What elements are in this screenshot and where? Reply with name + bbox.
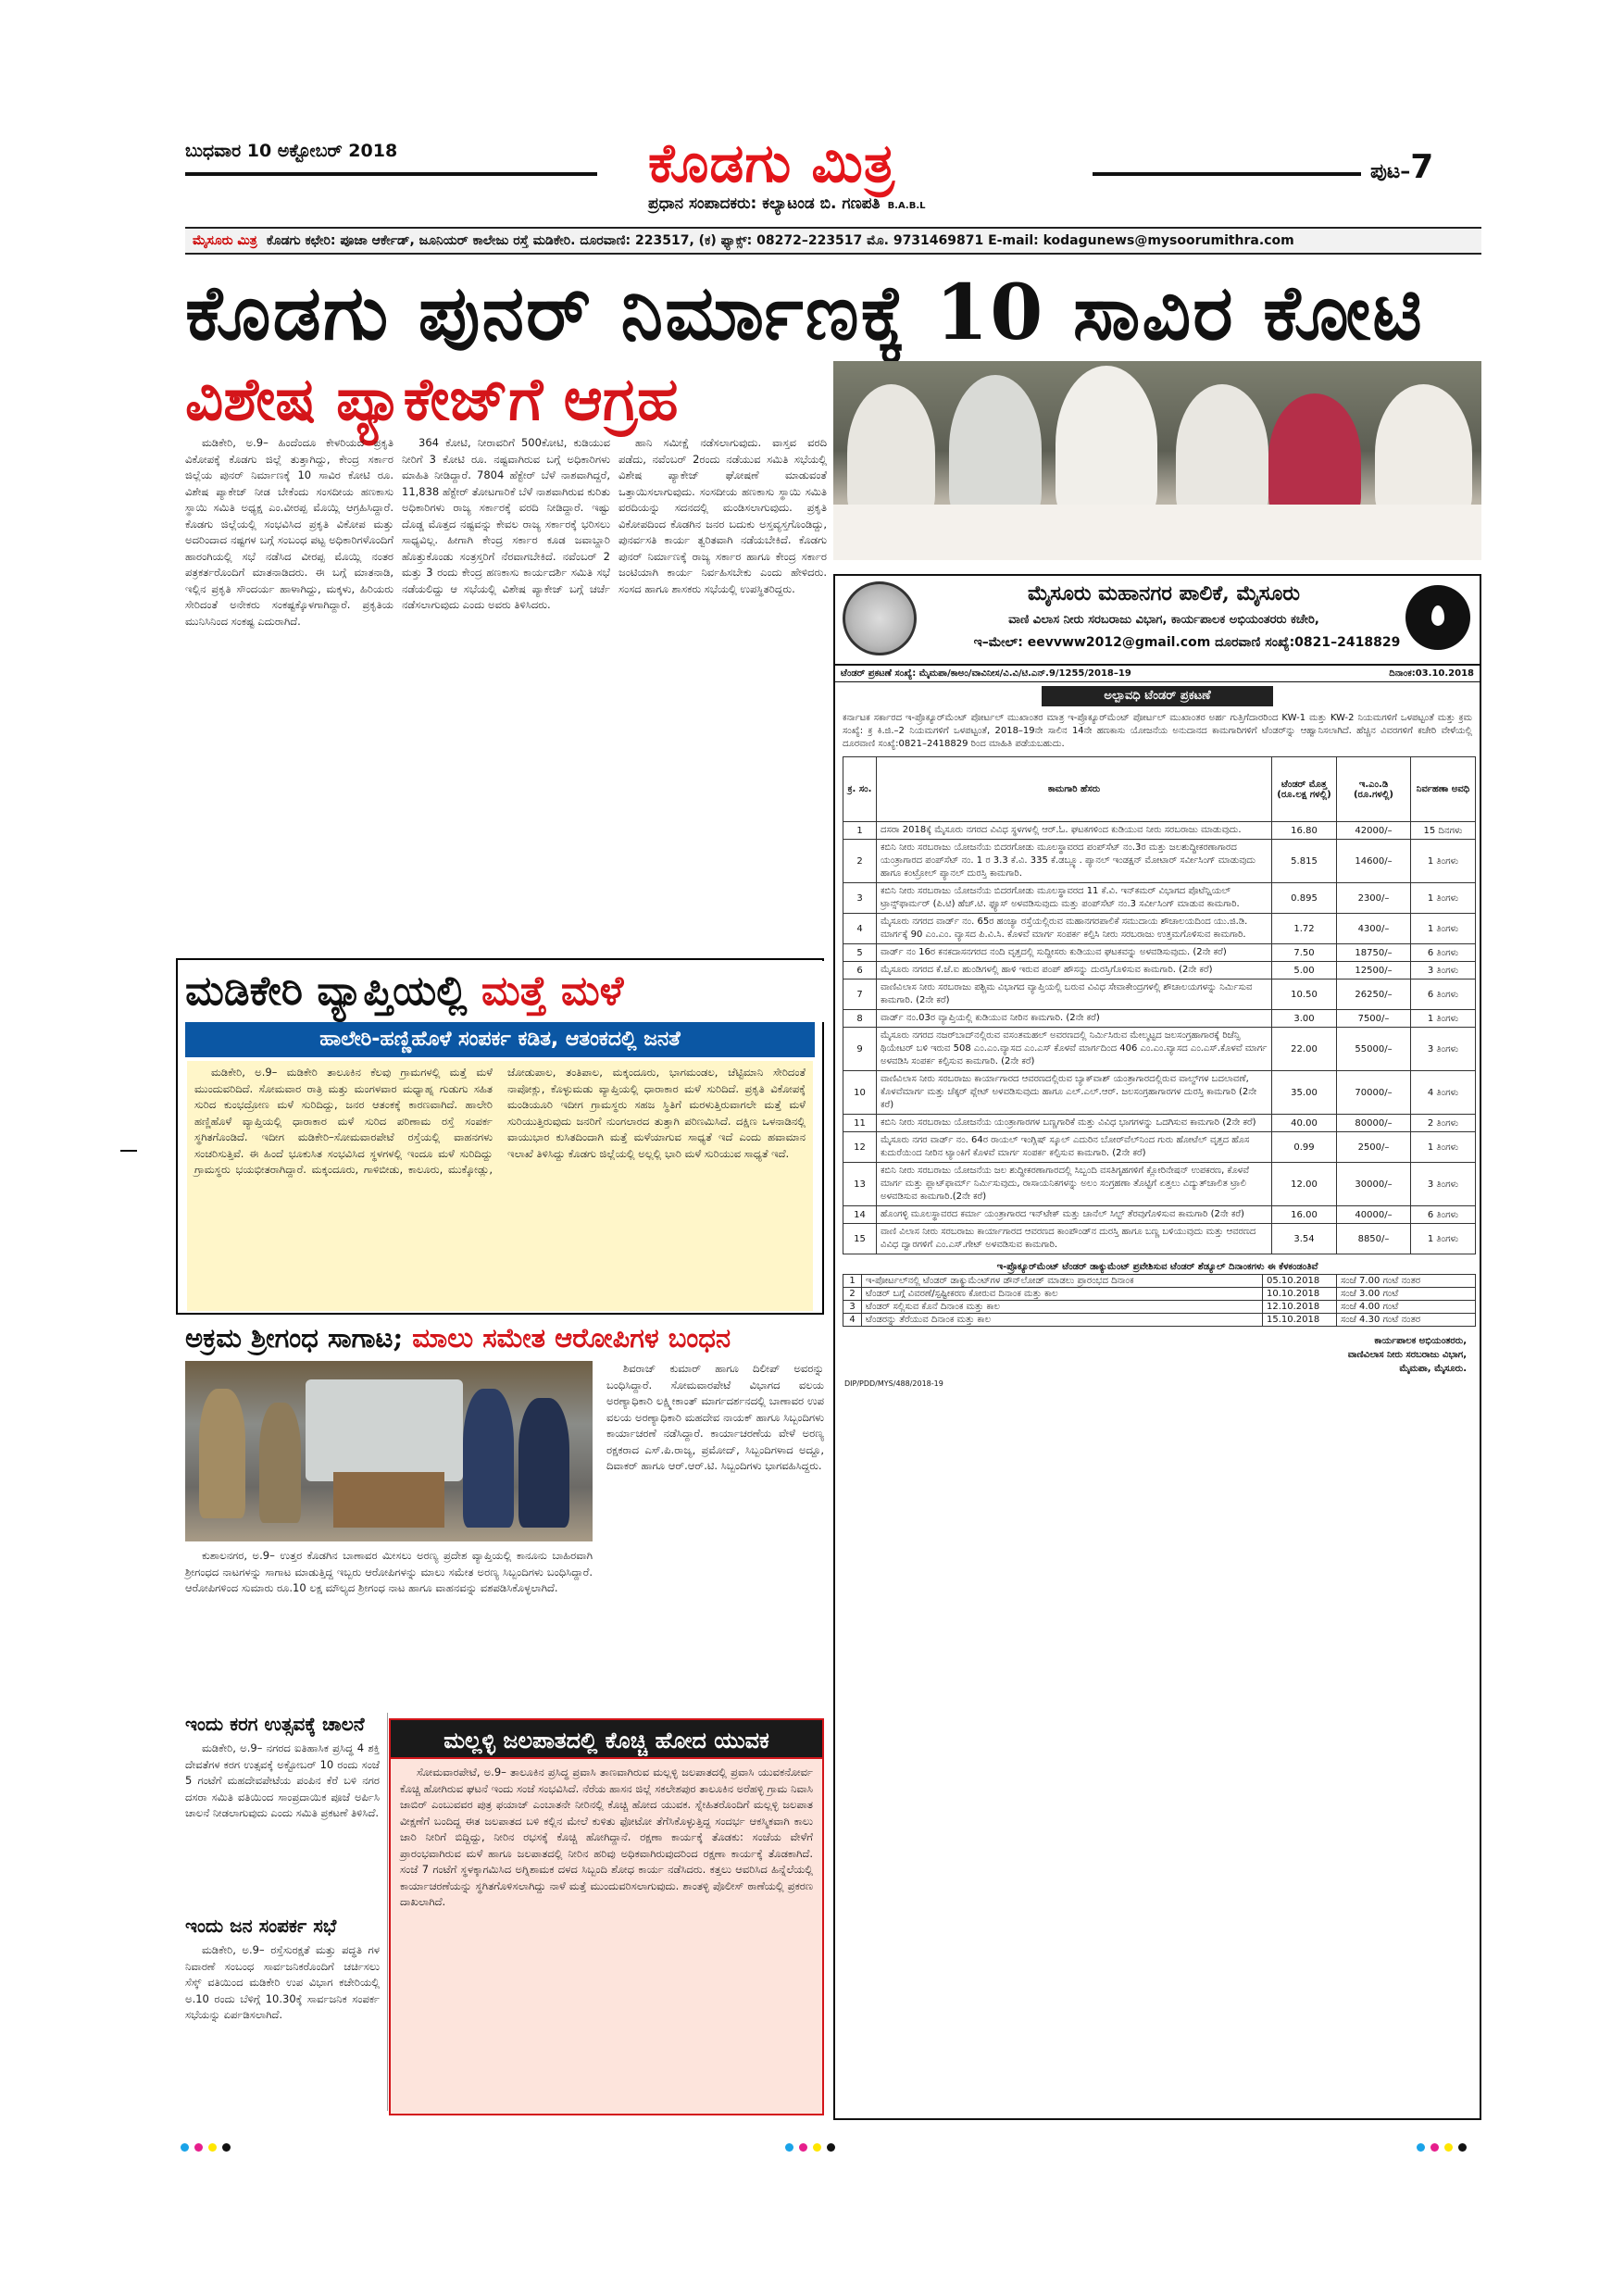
works-cell-period: 1 ತಿಂಗಳು <box>1411 1224 1476 1254</box>
sandalwood-story-headline: ಅಕ್ರಮ ಶ್ರೀಗಂಧ ಸಾಗಾಟ; ಮಾಲು ಸಮೇತ ಆರೋಪಿಗಳ ಬಂಧನ <box>185 1322 731 1354</box>
tender-header <box>835 576 1480 664</box>
works-cell-amount: 3.00 <box>1272 1010 1337 1028</box>
schedule-cell-label: ಟೆಂಡರ್ ಬಗ್ಗೆ ವಿವರಣೆ/ಸ್ಪಷ್ಟೀಕರಣ ಕೋರುವ ದಿನಾಂಕ ಮತ್ತು ಕಾಲ <box>862 1288 1263 1301</box>
works-row <box>843 962 1476 980</box>
schedule-row <box>843 1288 1476 1301</box>
works-cell-emd: 12500/– <box>1337 962 1411 980</box>
dip-code: DIP/PDD/MYS/488/2018-19 <box>844 1379 943 1388</box>
works-cell-amount: 5.00 <box>1272 962 1337 980</box>
works-cell-emd: 26250/– <box>1337 980 1411 1010</box>
works-cell-amount: 7.50 <box>1272 944 1337 962</box>
works-cell-emd: 55000/– <box>1337 1028 1411 1071</box>
fold-mark <box>120 1150 137 1152</box>
page-number: ಪುಟ–7 <box>1370 148 1434 186</box>
works-cell-period: 3 ತಿಂಗಳು <box>1411 1028 1476 1071</box>
works-cell-no: 7 <box>843 980 877 1010</box>
works-cell-no: 5 <box>843 944 877 962</box>
registration-dot <box>208 2143 217 2152</box>
works-cell-no: 8 <box>843 1010 877 1028</box>
works-cell-emd: 42000/– <box>1337 822 1411 840</box>
schedule-table <box>843 1274 1476 1327</box>
works-cell-emd: 2300/– <box>1337 883 1411 914</box>
works-cell-emd: 7500/– <box>1337 1010 1411 1028</box>
works-cell-work: ಕಬಿನಿ ನೀರು ಸರಬರಾಜು ಯೋಜನೆಯ ಬಿದರಗೋಡು ಮೂಲಸ್ಥಾವರದ ಪಂಪ್‌ಸೆಟ್ ನಂ.3ರ ಮತ್ತು ಜಲಶುದ್ಧೀಕರಣಾಗಾರದ ಯಂತ್ರಾಗಾರದ ಪಂಪ್‌ಸೆಟ್ ನಂ. 1 ರ 3.3 ಕೆ.ವಿ. 335 ಕೆ.ಡಬ್ಲ್ಯೂ. ಪ್ಯಾನಲ್ ಇಂಡಕ್ಷನ್ ಮೋಟಾರ್ ಸರ್ವೀಸಿಂಗ್ ಮಾಡುವುದು ಹಾಗೂ ಕಂಟ್ರೋಲ್ ಪ್ಯಾನಲ್ ದುರಸ್ತಿ ಕಾಮಗಾರಿ. <box>877 840 1272 883</box>
tender-date: ದಿನಾಂಕ:03.10.2018 <box>1389 668 1474 679</box>
works-cell-work: ಮೈಸೂರು ನಗರದ ನಜರ್‌ಬಾದ್‌ನಲ್ಲಿರುವ ವಸಂತಮಹಲ್ ಅವರಣದಲ್ಲಿ ನಿರ್ಮಿಸಿರುವ ಮೇಲ್ಮಟ್ಟದ ಜಲಸಂಗ್ರಹಾಗಾರಕ್ಕೆ ರಿಜೆನ್ಸಿ ಥಿಯೇಟರ್ ಬಳಿ ಇರುವ 508 ಎಂ.ಎಂ.ವ್ಯಾಸದ ಎಂ.ಎಸ್ ಕೊಳವೆ ಮಾರ್ಗದಿಂದ 406 ಎಂ.ಎಂ.ವ್ಯಾಸದ ಎಂ.ಎಸ್.ಕೊಳವೆ ಮಾರ್ಗ ಅಳವಡಿಸಿ ಸಂಪರ್ಕ ಕಲ್ಪಿಸುವ ಕಾಮಗಾರಿ. (2ನೇ ಕರೆ) <box>877 1028 1272 1071</box>
tender-intro: ಕರ್ನಾಟಕ ಸರ್ಕಾರದ ಇ-ಪ್ರೊಕ್ಯೂರ್‌ಮೆಂಟ್ ಪೋರ್ಟಲ್ ಮುಖಾಂತರ ಮಾತ್ರ ಇ-ಪ್ರೊಕ್ಯೂರ್‌ಮೆಂಟ್ ಪೋರ್ಟಲ್ ಮುಖಾಂತರ ಅರ್ಹ ಗುತ್ತಿಗೆದಾರರಿಂದ KW-1 ಮತ್ತು KW-2 ನಿಯಮಗಳಿಗೆ ಒಳಪಟ್ಟಂತೆ ಮತ್ತು ಕ್ರಮ ಸಂಖ್ಯೆ: ಕ್ರ ಕಿ.ಜಿ.–2 ನಿಯಮಗಳಿಗೆ ಒಳಪಟ್ಟಂತೆ, 2018–19ನೇ ಸಾಲಿನ 14ನೇ ಹಣಕಾಸು ಯೋಜನೆಯ ಅನುದಾನದ ಕಾಮಗಾರಿಗಳಿಗೆ ಟೆಂಡರ್‌ನ್ನು ಆಹ್ವಾನಿಸಲಾಗಿದೆ. ಹೆಚ್ಚಿನ ವಿವರಗಳಿಗೆ ಕಚೇರಿ ವೇಳೆಯಲ್ಲಿ ದೂರವಾಣಿ ಸಂಖ್ಯೆ:0821–2418829 ರಿಂದ ಮಾಹಿತಿ ಪಡೆಯಬಹುದು. <box>843 713 1472 749</box>
registration-dot <box>799 2143 807 2152</box>
works-cell-amount: 16.80 <box>1272 822 1337 840</box>
schedule-cell-label: ಟೆಂಡರನ್ನು ತೆರೆಯುವ ದಿನಾಂಕ ಮತ್ತು ಕಾಲ <box>862 1314 1263 1327</box>
works-col-header: ಕ್ರ. ಸಂ. <box>843 757 877 822</box>
waterfall-story-headline: ಮಲ್ಲಳ್ಳಿ ಜಲಪಾತದಲ್ಲಿ ಕೊಚ್ಚಿ ಹೋದ ಯುವಕ <box>389 1718 824 1759</box>
works-cell-emd: 8850/– <box>1337 1224 1411 1254</box>
works-col-header: ನಿರ್ವಹಣಾ ಅವಧಿ <box>1411 757 1476 822</box>
works-row <box>843 1224 1476 1254</box>
schedule-cell-no: 3 <box>843 1301 862 1314</box>
works-cell-work: ವಾಣಿವಿಲಾಸ ನೀರು ಸರಬರಾಜು ಪಶ್ಚಿಮ ವಿಭಾಗದ ವ್ಯಾಪ್ತಿಯಲ್ಲಿ ಬರುವ ವಿವಿಧ ಸೇವಾಕೇಂದ್ರಗಳಲ್ಲಿ ಶೌಚಾಲಯಗಳನ್ನು ನಿರ್ಮಿಸುವ ಕಾಮಗಾರಿ. (2ನೇ ಕರೆ) <box>877 980 1272 1010</box>
works-cell-work: ಕಬಿನಿ ನೀರು ಸರಬರಾಜು ಯೋಜನೆಯ ಬಿದರಗೋಡು ಮೂಲಸ್ಥಾವರದ 11 ಕೆ.ವಿ. ಇನ್‌ಕಮರ್ ವಿಭಾಗದ ಪೊಟೆನ್ಷಿಯಲ್ ಟ್ರಾನ್ಸ್‌ಫಾರ್ಮರ್ (ಪಿ.ಟಿ) ಹೆಚ್.ಟಿ. ಫ್ಯೂಸ್ ಅಳವಡಿಸುವುದು ಮತ್ತು ಪಂಪ್‌ಸೆಟ್ ನಂ.3 ಸರ್ವೀಸಿಂಗ್ ಮಾಡುವ ಕಾಮಗಾರಿ. <box>877 883 1272 914</box>
works-row <box>843 883 1476 914</box>
schedule-cell-time: ಸಂಜೆ 7.00 ಗಂಟೆ ನಂತರ <box>1337 1275 1476 1288</box>
works-cell-no: 15 <box>843 1224 877 1254</box>
tender-reference-line <box>835 664 1480 682</box>
works-row <box>843 1071 1476 1115</box>
works-cell-amount: 0.99 <box>1272 1132 1337 1163</box>
issue-date: ಬುಧವಾರ 10 ಅಕ್ಟೋಬರ್ 2018 <box>185 141 398 161</box>
public-meeting-body: ಮಡಿಕೇರಿ, ಅ.9– ರಸ್ತೆಸುರಕ್ಷತೆ ಮತ್ತು ಪದ್ಧತಿ ಗಳ ನಿವಾರಣೆ ಸಂಬಂಧ ಸಾರ್ವಜನಿಕರೊಂದಿಗೆ ಚರ್ಚಿಸಲು ಸೆಸ್ಕ್ ವತಿಯಿಂದ ಮಡಿಕೇರಿ ಉಪ ವಿಭಾಗ ಕಚೇರಿಯಲ್ಲಿ ಅ.10 ರಂದು ಬೆಳಿಗ್ಗೆ 10.30ಕ್ಕೆ ಸಾರ್ವಜನಿಕ ಸಂಪರ್ಕ ಸಭೆಯನ್ನು ಏರ್ಪಡಿಸಲಾಗಿದೆ. <box>185 1943 380 2021</box>
rain-story-headline: ಮಡಿಕೇರಿ ವ್ಯಾಪ್ತಿಯಲ್ಲಿ ಮತ್ತೆ ಮಳೆ <box>185 961 824 1022</box>
works-row <box>843 1028 1476 1071</box>
rain-story-body: ಮಡಿಕೇರಿ, ಅ.9– ಮಡಿಕೇರಿ ತಾಲೂಕಿನ ಕೆಲವು ಗ್ರಾಮಗಳಲ್ಲಿ ಮತ್ತೆ ಮಳೆ ಮುಂದುವರಿದಿದೆ. ಸೋಮವಾರ ರಾತ್ರಿ ಮತ್ತು ಮಂಗಳವಾರ ಮಧ್ಯಾಹ್ನ ಗುಡುಗು ಸಹಿತ ಸುರಿದ ಕುಂಭದ್ರೋಣ ಮಳೆ ಸುರಿದಿದ್ದು, ಜನರ ಆತಂಕಕ್ಕೆ ಕಾರಣವಾಗಿದೆ. ಹಾಲೇರಿ ಹಣ್ಣಿಹೊಳೆ ವ್ಯಾಪ್ತಿಯಲ್ಲಿ ಧಾರಾಕಾರ ಮಳೆ ಸುರಿದ ಪರಿಣಾಮ ರಸ್ತೆ ಸಂಪರ್ಕ ಸ್ಥಗಿತಗೊಂಡಿದೆ. ಇದೀಗ ಮಡಿಕೇರಿ–ಸೋಮವಾರಪೇಟೆ ರಸ್ತೆಯಲ್ಲಿ ವಾಹನಗಳು ಸಂಚರಿಸುತ್ತಿವೆ. ಈ ಹಿಂದೆ ಭೂಕುಸಿತ ಸಂಭವಿಸಿದ ಸ್ಥಳಗಳಲ್ಲಿ ಇಂದೂ ಮಳೆ ಸುರಿದಿದ್ದು ಗ್ರಾಮಸ್ಥರು ಭಯಭೀತರಾಗಿದ್ದಾರೆ. ಮಕ್ಕಂದೂರು, ಗಾಳಿಬೀಡು, ಕಾಲೂರು, ಮುಕ್ಕೋಡ್ಲು, ಜೋಡುಪಾಲ, ತಂತಿಪಾಲ, ಮಕ್ಕಂದೂರು, ಭಾಗಮಂಡಲ, ಚೆಟ್ಟಿಮಾನಿ ಸೇರಿದಂತೆ ನಾಪೋಕ್ಲು, ಕೊಳ್ಳುಮಡು ವ್ಯಾಪ್ತಿಯಲ್ಲಿ ಧಾರಾಕಾರ ಮಳೆ ಸುರಿದಿದೆ. ಪ್ರಕೃತಿ ವಿಕೋಪಕ್ಕೆ ಮಂಡಿಯೂರಿ ಇದೀಗ ಗ್ರಾಮಸ್ಥರು ಸಹಜ ಸ್ಥಿತಿಗೆ ಮರಳುತ್ತಿರುವಾಗಲೇ ಮತ್ತೆ ಮಳೆ ಸುರಿಯುತ್ತಿರುವುದು ಜನರಿಗೆ ನುಂಗಲಾರದ ತುತ್ತಾಗಿ ಪರಿಣಮಿಸಿದೆ. ದಕ್ಷಿಣ ಒಳನಾಡಿನಲ್ಲಿ ವಾಯುಭಾರ ಕುಸಿತದಿಂದಾಗಿ ಮತ್ತೆ ಮಳೆಯಾಗುವ ಸಾಧ್ಯತೆ ಇದೆ ಎಂದು ಹವಾಮಾನ ಇಲಾಖೆ ತಿಳಿಸಿದ್ದು ಕೊಡಗು ಜಿಲ್ಲೆಯಲ್ಲಿ ಅಲ್ಲಲ್ಲಿ ಭಾರಿ ಮಳೆ ಸುರಿಯುವ ಸಾಧ್ಯತೆ ಇದೆ. <box>187 1061 813 1311</box>
works-cell-emd: 30000/– <box>1337 1163 1411 1206</box>
works-cell-emd: 2500/– <box>1337 1132 1411 1163</box>
lead-subheadline: ವಿಶೇಷ ಪ್ಯಾಕೇಜ್‌ಗೆ ಆಗ್ರಹ <box>185 365 679 434</box>
schedule-row <box>843 1314 1476 1327</box>
works-cell-amount: 1.72 <box>1272 914 1337 944</box>
works-cell-no: 6 <box>843 962 877 980</box>
works-col-header: ಟೆಂಡರ್ ಮೊತ್ತ (ರೂ.ಲಕ್ಷ ಗಳಲ್ಲಿ) <box>1272 757 1337 822</box>
works-cell-period: 4 ತಿಂಗಳು <box>1411 1071 1476 1115</box>
rain-story-subheadline: ಹಾಲೇರಿ-ಹಣ್ಣಿಹೊಳೆ ಸಂಪರ್ಕ ಕಡಿತ, ಆತಂಕದಲ್ಲಿ ಜನತೆ <box>185 1022 815 1057</box>
sister-paper-name: ಮೈಸೂರು ಮಿತ್ರ <box>193 233 257 248</box>
works-cell-emd: 70000/– <box>1337 1071 1411 1115</box>
works-cell-period: 1 ತಿಂಗಳು <box>1411 883 1476 914</box>
works-cell-amount: 40.00 <box>1272 1115 1337 1132</box>
works-cell-work: ಮೈಸೂರು ನಗರ ವಾರ್ಡ್ ನಂ. 64ರ ರಾಯಲ್ ಇಂಗ್ಲಿಷ್ ಸ್ಕೂಲ್ ಎದುರಿನ ಬೋರ್‌ವೆಲ್‌ನಿಂದ ಗುರು ಹೋಟೆಲ್ ವೃತ್ತದ ಹೊಸ ಕುದುರೆಯಿಂದ ನೀರಿನ ಟ್ಯಾಂಕಿಗೆ ಕೊಳವೆ ಮಾರ್ಗ ಸಂಪರ್ಕ ಕಲ್ಪಿಸುವ ಕಾಮಗಾರಿ. (2ನೇ ಕರೆ) <box>877 1132 1272 1163</box>
lead-article-column-3: ಹಾನಿ ಸಮೀಕ್ಷೆ ನಡೆಸಲಾಗುವುದು. ವಾಸ್ತವ ವರದಿ ಪಡೆದು, ನವೆಂಬರ್ 2ರಂದು ನಡೆಯುವ ಸಮಿತಿ ಸಭೆಯಲ್ಲಿ ವಿಶೇಷ ಪ್ಯಾಕೇಜ್ ಘೋಷಣೆ ಮಾಡುವಂತೆ ಒತ್ತಾಯಿಸಲಾಗುವುದು. ಸಂಸದೀಯ ಹಣಕಾಸು ಸ್ಥಾಯಿ ಸಮಿತಿ ವರದಿಯನ್ನು ಸದನದಲ್ಲಿ ಮಂಡಿಸಲಾಗುವುದು. ಪ್ರಕೃತಿ ವಿಕೋಪದಿಂದ ಕೊಡಗಿನ ಜನರ ಬದುಕು ಅಸ್ತವ್ಯಸ್ತಗೊಂಡಿದ್ದು, ಪುನರ್ವಸತಿ ಕಾರ್ಯ ತ್ವರಿತವಾಗಿ ನಡೆಯಬೇಕಿದೆ. ಕೊಡಗು ಪುನರ್ ನಿರ್ಮಾಣಕ್ಕೆ ರಾಜ್ಯ ಸರ್ಕಾರ ಹಾಗೂ ಕೇಂದ್ರ ಸರ್ಕಾರ ಜಂಟಿಯಾಗಿ ಕಾರ್ಯ ನಿರ್ವಹಿಸಬೇಕು ಎಂದು ಹೇಳಿದರು. ಸಂಸದ ಹಾಗೂ ಶಾಸಕರು ಸಭೆಯಲ್ಲಿ ಉಪಸ್ಥಿತರಿದ್ದರು. <box>618 436 827 595</box>
registration-dot <box>785 2143 793 2152</box>
registration-dot <box>827 2143 835 2152</box>
works-row <box>843 1115 1476 1132</box>
sandalwood-story-body-2: ಶಿವರಾಜ್ ಕುಮಾರ್ ಹಾಗೂ ದಿಲೀಪ್ ಅವರನ್ನು ಬಂಧಿಸಿದ್ದಾರೆ. ಸೋಮವಾರಪೇಟೆ ವಿಭಾಗದ ವಲಯ ಅರಣ್ಯಾಧಿಕಾರಿ ಲಕ್ಷ್ಮೀಕಾಂತ್ ಮಾರ್ಗದರ್ಶನದಲ್ಲಿ ಬಾಣಾವರ ಉಪ ವಲಯ ಅರಣ್ಯಾಧಿಕಾರಿ ಮಹದೇವ ನಾಯಕ್ ಹಾಗೂ ಸಿಬ್ಬಂದಿಗಳು ಕಾರ್ಯಾಚರಣೆ ನಡೆಸಿದ್ದಾರೆ. ಕಾರ್ಯಾಚರಣೆಯ ವೇಳೆ ಅರಣ್ಯ ರಕ್ಷಕರಾದ ಎಸ್.ಪಿ.ರಾಜ್ಯ, ಪ್ರಮೋದ್, ಸಿಬ್ಬಂದಿಗಳಾದ ಅದ್ದೂ, ದಿವಾಕರ್ ಹಾಗೂ ಆರ್.ಆರ್.ಟಿ. ಸಿಬ್ಬಂದಿಗಳು ಭಾಗವಹಿಸಿದ್ದರು. <box>606 1362 824 1472</box>
works-cell-work: ವಾಣಿ ವಿಲಾಸ ನೀರು ಸರಬರಾಜು ಕಾರ್ಯಾಗಾರದ ಆವರಣದ ಕಾಂಪೌಂಡ್‌ನ ದುರಸ್ತಿ ಹಾಗೂ ಬಣ್ಣ ಬಳಿಯುವುದು ಮತ್ತು ಆವರಣದ ವಿವಿಧ ದ್ವಾರಗಳಿಗೆ ಎಂ.ಎಸ್.ಗೇಟ್ ಅಳವಡಿಸುವ ಕಾಮಗಾರಿ. <box>877 1224 1272 1254</box>
schedule-row <box>843 1275 1476 1288</box>
works-cell-emd: 14600/– <box>1337 840 1411 883</box>
works-cell-no: 11 <box>843 1115 877 1132</box>
schedule-cell-date: 12.10.2018 <box>1263 1301 1337 1314</box>
works-cell-emd: 18750/– <box>1337 944 1411 962</box>
public-meeting-headline: ಇಂದು ಜನ ಸಂಪರ್ಕ ಸಭೆ <box>185 1915 337 1937</box>
newspaper-logo: ಕೊಡಗು ಮಿತ್ರ <box>648 131 896 194</box>
works-col-header: ಕಾಮಗಾರಿ ಹೆಸರು <box>877 757 1272 822</box>
works-cell-period: 15 ದಿನಗಳು <box>1411 822 1476 840</box>
works-row <box>843 1010 1476 1028</box>
works-cell-work: ವಾರ್ಡ್ ನಂ.03ರ ವ್ಯಾಪ್ತಿಯಲ್ಲಿ ಕುಡಿಯುವ ನೀರಿನ ಕಾಮಗಾರಿ. (2ನೇ ಕರೆ) <box>877 1010 1272 1028</box>
works-cell-no: 12 <box>843 1132 877 1163</box>
works-cell-amount: 12.00 <box>1272 1163 1337 1206</box>
lead-headline: ಕೊಡಗು ಪುನರ್ ನಿರ್ಮಾಣಕ್ಕೆ 10 ಸಾವಿರ ಕೋಟಿ <box>185 268 1424 357</box>
works-cell-work: ಕಬಿನಿ ನೀರು ಸರಬರಾಜು ಯೋಜನೆಯ ಯಂತ್ರಾಗಾರಗಳ ಬಣ್ಣಗಾರಿಕೆ ಮತ್ತು ವಿವಿಧ ಭಾಗಗಳನ್ನು ಒದಗಿಸುವ ಕಾಮಗಾರಿ (2ನೇ ಕರೆ) <box>877 1115 1272 1132</box>
works-cell-period: 1 ತಿಂಗಳು <box>1411 914 1476 944</box>
registration-dot <box>1417 2143 1425 2152</box>
lead-article-column-2: 364 ಕೋಟಿ, ನೀರಾವರಿಗೆ 500ಕೋಟಿ, ಕುಡಿಯುವ ನೀರಿಗೆ 3 ಕೋಟಿ ರೂ. ನಷ್ಟವಾಗಿರುವ ಬಗ್ಗೆ ಅಧಿಕಾರಿಗಳು ಮಾಹಿತಿ ನೀಡಿದ್ದಾರೆ. 7804 ಹೆಕ್ಟೇರ್ ಬೆಳೆ ನಾಶವಾಗಿದ್ದರೆ, 11,838 ಹೆಕ್ಟೇರ್ ತೋಟಗಾರಿಕೆ ಬೆಳೆ ನಾಶವಾಗಿರುವ ಕುರಿತು ಅಧಿಕಾರಿಗಳು ರಾಜ್ಯ ಸರ್ಕಾರಕ್ಕೆ ವರದಿ ನೀಡಿದ್ದಾರೆ. ಇಷ್ಟು ದೊಡ್ಡ ಮೊತ್ತದ ನಷ್ಟವನ್ನು ಕೇವಲ ರಾಜ್ಯ ಸರ್ಕಾರಕ್ಕೆ ಭರಿಸಲು ಸಾಧ್ಯವಿಲ್ಲ. ಹೀಗಾಗಿ ಕೇಂದ್ರ ಸರ್ಕಾರ ಕೂಡ ಜವಾಬ್ದಾರಿ ಹೊತ್ತುಕೊಂಡು ಸಂತ್ರಸ್ತರಿಗೆ ನೆರವಾಗಬೇಕಿದೆ. ನವೆಂಬರ್ 2 ಮತ್ತು 3 ರಂದು ಕೇಂದ್ರ ಹಣಕಾಸು ಕಾರ್ಯದರ್ಶಿ ಸಮಿತಿ ಸಭೆ ನಡೆಯಲಿದ್ದು ಆ ಸಭೆಯಲ್ಲಿ ವಿಶೇಷ ಪ್ಯಾಕೇಜ್ ಬಗ್ಗೆ ಚರ್ಚೆ ನಡೆಸಲಾಗುವುದು ಎಂದು ಅವರು ತಿಳಿಸಿದರು. <box>402 436 610 611</box>
works-cell-period: 6 ತಿಂಗಳು <box>1411 944 1476 962</box>
tender-notice <box>833 574 1481 2120</box>
registration-dot <box>222 2143 231 2152</box>
works-row <box>843 1132 1476 1163</box>
works-cell-no: 13 <box>843 1163 877 1206</box>
karaga-festival-body: ಮಡಿಕೇರಿ, ಅ.9– ನಗರದ ಐತಿಹಾಸಿಕ ಪ್ರಸಿದ್ಧ 4 ಶಕ್ತಿ ದೇವತೆಗಳ ಕರಗ ಉತ್ಸವಕ್ಕೆ ಅಕ್ಟೋಬರ್ 10 ರಂದು ಸಂಜೆ 5 ಗಂಟೆಗೆ ಮಹದೇವಪೇಟೆಯ ಪಂಪಿನ ಕೆರೆ ಬಳಿ ನಗರ ದಸರಾ ಸಮಿತಿ ವತಿಯಿಂದ ಸಾಂಪ್ರದಾಯಿಕ ಪೂಜೆ ಅರ್ಪಿಸಿ ಚಾಲನೆ ನೀಡಲಾಗುವುದು ಎಂದು ಸಮಿತಿ ಪ್ರಕಟಣೆ ತಿಳಿಸಿದೆ. <box>185 1741 380 1819</box>
works-row <box>843 840 1476 883</box>
works-cell-no: 2 <box>843 840 877 883</box>
works-cell-period: 2 ತಿಂಗಳು <box>1411 1115 1476 1132</box>
corporation-contact: ಇ–ಮೇಲ್: eevvww2012@gmail.com ದೂರವಾಣಿ ಸಂಖ್ಯೆ:0821–2418829 <box>973 635 1401 650</box>
schedule-cell-date: 15.10.2018 <box>1263 1314 1337 1327</box>
works-cell-period: 1 ತಿಂಗಳು <box>1411 1010 1476 1028</box>
schedule-title: ಇ-ಪ್ರೊಕ್ಯೂರ್‌ಮೆಂಟ್ ಟೆಂಡರ್ ಡಾಕ್ಯುಮೆಂಟ್ ಪ್ರವೇಶಿಸುವ ಟೆಂಡರ್ ಶೆಡ್ಯೂಲ್ ದಿನಾಂಕಗಳು ಈ ಕೆಳಕಂಡಂತಿವೆ <box>996 1262 1318 1272</box>
registration-dots-right <box>1417 2143 1467 2152</box>
works-cell-no: 1 <box>843 822 877 840</box>
office-contact-text: ಕೊಡಗು ಕಛೇರಿ: ಪೂಜಾ ಆರ್ಕೇಡ್, ಜೂನಿಯರ್ ಕಾಲೇಜು ರಸ್ತೆ ಮಡಿಕೇರಿ. ದೂರವಾಣಿ: 223517, (ಕ) ಫ್ಯಾಕ್ಸ್: 08272–223517 ಮೊ. 9731469871 E-mail: kodagunews@mysoorumithra.com <box>266 233 1294 248</box>
short-term-tender-banner: ಅಲ್ಪಾವಧಿ ಟೆಂಡರ್ ಪ್ರಕಟಣೆ <box>1042 686 1273 706</box>
registration-dot <box>1430 2143 1439 2152</box>
schedule-cell-no: 4 <box>843 1314 862 1327</box>
registration-dot <box>813 2143 821 2152</box>
works-row <box>843 1206 1476 1224</box>
schedule-cell-label: ಟೆಂಡರ್ ಸಲ್ಲಿಸುವ ಕೊನೆ ದಿನಾಂಕ ಮತ್ತು ಕಾಲ <box>862 1301 1263 1314</box>
works-cell-period: 1 ತಿಂಗಳು <box>1411 840 1476 883</box>
schedule-cell-time: ಸಂಜೆ 3.00 ಗಂಟೆ <box>1337 1288 1476 1301</box>
works-cell-no: 3 <box>843 883 877 914</box>
corporation-name: ಮೈಸೂರು ಮಹಾನಗರ ಪಾಲಿಕೆ, ಮೈಸೂರು <box>1028 581 1300 605</box>
sandalwood-story-body-1: ಕುಶಾಲನಗರ, ಅ.9– ಉತ್ತರ ಕೊಡಗಿನ ಬಾಣಾವರ ಮೀಸಲು ಅರಣ್ಯ ಪ್ರದೇಶ ವ್ಯಾಪ್ತಿಯಲ್ಲಿ ಕಾನೂನು ಬಾಹಿರವಾಗಿ ಶ್ರೀಗಂಧದ ನಾಟಗಳನ್ನು ಸಾಗಾಟ ಮಾಡುತ್ತಿದ್ದ ಇಬ್ಬರು ಆರೋಪಿಗಳನ್ನು ಮಾಲು ಸಮೇತ ಅರಣ್ಯ ಸಿಬ್ಬಂದಿಗಳು ಬಂಧಿಸಿದ್ದಾರೆ. ಆರೋಪಿಗಳಿಂದ ಸುಮಾರು ರೂ.10 ಲಕ್ಷ ಮೌಲ್ಯದ ಶ್ರೀಗಂಧ ನಾಟ ಹಾಗೂ ವಾಹನವನ್ನು ವಶಪಡಿಸಿಕೊಳ್ಳಲಾಗಿದೆ. <box>185 1549 593 1594</box>
schedule-cell-label: ಇ-ಪೋರ್ಟಲ್‌ನಲ್ಲಿ ಟೆಂಡರ್ ಡಾಕ್ಯುಮೆಂಟ್‌ಗಳ ಡೌನ್‌ಲೋಡ್ ಮಾಡಲು ಪ್ರಾರಂಭದ ದಿನಾಂಕ <box>862 1275 1263 1288</box>
works-cell-no: 14 <box>843 1206 877 1224</box>
works-table <box>843 756 1476 1254</box>
schedule-row <box>843 1301 1476 1314</box>
lead-article-column-1: ಮಡಿಕೇರಿ, ಅ.9– ಹಿಂದೆಂದೂ ಕೇಳರಿಯದ ಪ್ರಕೃತಿ ವಿಕೋಪಕ್ಕೆ ಕೊಡಗು ಜಿಲ್ಲೆ ತುತ್ತಾಗಿದ್ದು, ಕೇಂದ್ರ ಸರ್ಕಾರ ಜಿಲ್ಲೆಯ ಪುನರ್ ನಿರ್ಮಾಣಕ್ಕೆ 10 ಸಾವಿರ ಕೋಟಿ ರೂ. ವಿಶೇಷ ಪ್ಯಾಕೇಜ್ ನೀಡ ಬೇಕೆಂದು ಸಂಸದೀಯ ಹಣಕಾಸು ಸ್ಥಾಯಿ ಸಮಿತಿ ಅಧ್ಯಕ್ಷ ಎಂ.ವೀರಪ್ಪ ಮೊಯ್ಲಿ ಆಗ್ರಹಿಸಿದ್ದಾರೆ. ಕೊಡಗು ಜಿಲ್ಲೆಯಲ್ಲಿ ಸಂಭವಿಸಿದ ಪ್ರಕೃತಿ ವಿಕೋಪ ಮತ್ತು ಅದರಿಂದಾದ ನಷ್ಟಗಳ ಬಗ್ಗೆ ಸಂಬಂಧ ಪಟ್ಟ ಅಧಿಕಾರಿಗಳೊಂದಿಗೆ ಹಾರಂಗಿಯಲ್ಲಿ ಸಭೆ ನಡೆಸಿದ ವೀರಪ್ಪ ಮೊಯ್ಲಿ ನಂತರ ಪತ್ರಕರ್ತರೊಂದಿಗೆ ಮಾತನಾಡಿದರು. ಈ ಬಗ್ಗೆ ಮಾತನಾಡಿ, ಇಲ್ಲಿನ ಪ್ರಕೃತಿ ಸೌಂದರ್ಯ ಹಾಳಾಗಿದ್ದು, ಮಕ್ಕಳು, ಹಿರಿಯರು ಸೇರಿದಂತೆ ಅನೇಕರು ಸಂಕಷ್ಟಕ್ಕೊಳಗಾಗಿದ್ದಾರೆ. ಪ್ರಕೃತಿಯ ಮುನಿಸಿನಿಂದ ಸಂಕಷ್ಟ ಎದುರಾಗಿದೆ. <box>185 436 394 628</box>
works-cell-amount: 0.895 <box>1272 883 1337 914</box>
registration-dot <box>181 2143 189 2152</box>
works-cell-amount: 22.00 <box>1272 1028 1337 1071</box>
works-cell-amount: 5.815 <box>1272 840 1337 883</box>
works-cell-no: 9 <box>843 1028 877 1071</box>
works-cell-amount: 10.50 <box>1272 980 1337 1010</box>
works-cell-period: 1 ತಿಂಗಳು <box>1411 1132 1476 1163</box>
works-cell-amount: 35.00 <box>1272 1071 1337 1115</box>
schedule-cell-date: 10.10.2018 <box>1263 1288 1337 1301</box>
masthead-rule-left <box>185 172 597 176</box>
column-divider <box>387 1713 388 2111</box>
works-cell-work: ಮೈಸೂರು ನಗರದ ವಾರ್ಡ್ ನಂ. 65ರ ಹಂಚ್ಯಾ ರಸ್ತೆಯಲ್ಲಿರುವ ಮಹಾನಗರಪಾಲಿಕೆ ಸಮುದಾಯ ಶೌಚಾಲಯದಿಂದ ಯು.ಜಿ.ಡಿ. ಮಾರ್ಗಕ್ಕೆ 90 ಎಂ.ಎಂ. ವ್ಯಾಸದ ಪಿ.ವಿ.ಸಿ. ಕೊಳವೆ ಮಾರ್ಗ ಸಂಪರ್ಕ ಕಲ್ಪಿಸಿ ನೀರು ಸರಬರಾಜು ಉತ್ತಮಗೊಳಿಸುವ ಕಾಮಗಾರಿ. <box>877 914 1272 944</box>
schedule-cell-time: ಸಂಜೆ 4.00 ಗಂಟೆ <box>1337 1301 1476 1314</box>
masthead-rule-right <box>1093 172 1361 176</box>
editor-credit: ಪ್ರಧಾನ ಸಂಪಾದಕರು: ಕಲ್ಯಾಟಂಡ ಬಿ. ಗಣಪತಿ B.A.B.L <box>648 194 926 213</box>
water-tap-icon <box>1405 585 1470 650</box>
works-cell-emd: 80000/– <box>1337 1115 1411 1132</box>
works-cell-emd: 4300/– <box>1337 914 1411 944</box>
registration-dot <box>1458 2143 1467 2152</box>
works-cell-amount: 3.54 <box>1272 1224 1337 1254</box>
works-row <box>843 822 1476 840</box>
office-info-bar <box>185 227 1481 255</box>
works-cell-work: ವಾರ್ಡ್ ನಂ 16ರ ಕನಕದಾಸನಗರದ ನಂದಿ ವೃತ್ತದಲ್ಲಿ ಸುದ್ದೀಸರು ಕುಡಿಯುವ ಘಟಕವನ್ನು ಅಳವಡಿಸುವುದು. (2ನೇ ಕರೆ) <box>877 944 1272 962</box>
registration-dot <box>1444 2143 1453 2152</box>
works-cell-work: ಹೊಂಗಳ್ಳಿ ಮೂಲಸ್ಥಾವರದ ಕರ್ಮಾ ಯಂತ್ರಾಗಾರದ ಇನ್‌ಟೇಕ್ ಮತ್ತು ಚಾನೆಲ್ ಸಿಲ್ಟ್ ತೆರವುಗೊಳಿಸುವ ಕಾಮಗಾರಿ (2ನೇ ಕರೆ) <box>877 1206 1272 1224</box>
corporation-emblem-icon <box>843 581 917 655</box>
works-cell-emd: 40000/– <box>1337 1206 1411 1224</box>
sandalwood-arrest-photo <box>185 1361 593 1541</box>
schedule-cell-date: 05.10.2018 <box>1263 1275 1337 1288</box>
works-cell-work: ಮೈಸೂರು ನಗರದ ಕೆ.ಜೆ.ಐ ಹುಂಡಿಗಳಲ್ಲಿ ಹಾಳಿ ಇರುವ ಪಂಪ್ ಹೌಸನ್ನು ದುರಸ್ತಿಗೊಳಿಸುವ ಕಾಮಗಾರಿ. (2ನೇ ಕರೆ) <box>877 962 1272 980</box>
works-cell-period: 3 ತಿಂಗಳು <box>1411 1163 1476 1206</box>
works-row <box>843 1163 1476 1206</box>
tender-signoff: ಕಾರ್ಯಪಾಲಕ ಅಭಿಯಂತರರು, ವಾಣಿವಿಲಾಸ ನೀರು ಸರಬರಾಜು ವಿಭಾಗ, ಮೈಮಪಾ, ಮೈಸೂರು. <box>1347 1336 1467 1374</box>
works-row <box>843 914 1476 944</box>
works-cell-no: 4 <box>843 914 877 944</box>
schedule-cell-no: 2 <box>843 1288 862 1301</box>
works-cell-work: ದಸರಾ 2018ಕ್ಕೆ ಮೈಸೂರು ನಗರದ ವಿವಿಧ ಸ್ಥಳಗಳಲ್ಲಿ ಆರ್.ಓ. ಘಟಕಗಳಿಂದ ಕುಡಿಯುವ ನೀರು ಸರಬರಾಜು ಮಾಡುವುದು. <box>877 822 1272 840</box>
works-cell-period: 6 ತಿಂಗಳು <box>1411 1206 1476 1224</box>
works-cell-amount: 16.00 <box>1272 1206 1337 1224</box>
schedule-cell-time: ಸಂಜೆ 4.30 ಗಂಟೆ ನಂತರ <box>1337 1314 1476 1327</box>
works-cell-no: 10 <box>843 1071 877 1115</box>
registration-dots-left <box>181 2143 231 2152</box>
tender-reference: ಟೆಂಡರ್ ಪ್ರಕಟಣೆ ಸಂಖ್ಯೆ: ಮೈಮಪಾ/ಕಾಅಂ/ವಾವಿನೀಸ/ವಿ.ವಿ/ಟಿ.ಎನ್.9/1255/2018–19 <box>841 668 1131 679</box>
karaga-festival-headline: ಇಂದು ಕರಗ ಉತ್ಸವಕ್ಕೆ ಚಾಲನೆ <box>185 1713 365 1735</box>
works-row <box>843 980 1476 1010</box>
works-cell-period: 3 ತಿಂಗಳು <box>1411 962 1476 980</box>
waterfall-story-body: ಸೋಮವಾರಪೇಟೆ, ಅ.9– ತಾಲೂಕಿನ ಪ್ರಸಿದ್ಧ ಪ್ರವಾಸಿ ತಾಣವಾಗಿರುವ ಮಲ್ಲಳ್ಳಿ ಜಲಪಾತದಲ್ಲಿ ಪ್ರವಾಸಿ ಯುವಕನೋರ್ವ ಕೊಚ್ಚಿ ಹೋಗಿರುವ ಘಟನೆ ಇಂದು ಸಂಜೆ ಸಂಭವಿಸಿದೆ. ನೆರೆಯ ಹಾಸನ ಜಿಲ್ಲೆ ಸಕಲೇಶಪುರ ತಾಲೂಕಿನ ಅರೆಹಳ್ಳಿ ಗ್ರಾಮ ನಿವಾಸಿ ಜಾಬಿರ್ ಎಂಬುವವರ ಪುತ್ರ ಫಯಾಜ್ ಎಂಬಾತನೇ ನೀರಿನಲ್ಲಿ ಕೊಚ್ಚಿ ಹೋದ ಯುವಕ. ಸ್ನೇಹಿತರೊಂದಿಗೆ ಮಲ್ಲಳ್ಳಿ ಜಲಪಾತ ವೀಕ್ಷಣೆಗೆ ಬಂದಿದ್ದ ಈತ ಜಲಪಾತದ ಬಳಿ ಕಲ್ಲಿನ ಮೇಲೆ ಕುಳಿತು ಫೋಟೋ ತೆಗೆಸಿಕೊಳ್ಳುತ್ತಿದ್ದ ಸಂದರ್ಭ ಆಕಸ್ಮಿಕವಾಗಿ ಕಾಲು ಜಾರಿ ನೀರಿಗೆ ಬಿದ್ದಿದ್ದು, ನೀರಿನ ರಭಸಕ್ಕೆ ಕೊಚ್ಚಿ ಹೋಗಿದ್ದಾನೆ. ರಕ್ಷಣಾ ಕಾರ್ಯಕ್ಕೆ ತೊಡಕು: ಸಂಜೆಯ ವೇಳೆಗೆ ಪ್ರಾರಂಭವಾಗಿರುವ ಮಳೆ ಹಾಗೂ ಜಲಪಾತದಲ್ಲಿ ನೀರಿನ ಹರಿವು ಅಧಿಕವಾಗಿರುವುದರಿಂದ ರಕ್ಷಣಾ ಕಾರ್ಯಕ್ಕೆ ತೊಡಕಾಗಿದೆ. ಸಂಜೆ 7 ಗಂಟೆಗೆ ಸ್ಥಳಕ್ಕಾಗಮಿಸಿದ ಅಗ್ನಿಶಾಮಕ ದಳದ ಸಿಬ್ಬಂದಿ ಶೋಧ ಕಾರ್ಯ ನಡೆಸಿದರು. ಕತ್ತಲು ಆವರಿಸಿದ ಹಿನ್ನೆಲೆಯಲ್ಲಿ ಕಾರ್ಯಾಚರಣೆಯನ್ನು ಸ್ಥಗಿತಗೊಳಿಸಲಾಗಿದ್ದು ನಾಳೆ ಮತ್ತೆ ಮುಂದುವರಿಸಲಾಗುವುದು. ಶಾಂತಳ್ಳಿ ಪೊಲೀಸ್ ಠಾಣೆಯಲ್ಲಿ ಪ್ರಕರಣ ದಾಖಲಾಗಿದೆ. <box>389 1759 824 2115</box>
registration-dots-center <box>785 2143 835 2152</box>
schedule-cell-no: 1 <box>843 1275 862 1288</box>
works-row <box>843 944 1476 962</box>
press-meet-photo <box>833 361 1481 560</box>
registration-dot <box>194 2143 203 2152</box>
corporation-office: ವಾಣಿ ವಿಲಾಸ ನೀರು ಸರಬರಾಜು ವಿಭಾಗ, ಕಾರ್ಯಪಾಲಕ ಅಭಿಯಂತರರು ಕಚೇರಿ, <box>1008 613 1319 627</box>
works-cell-work: ವಾಣಿವಿಲಾಸ ನೀರು ಸರಬರಾಜು ಕಾರ್ಯಾಗಾರದ ಆವರಣದಲ್ಲಿರುವ ಬ್ಯಾಕ್‌ವಾಶ್ ಯಂತ್ರಾಗಾರದಲ್ಲಿರುವ ವಾಲ್ವ್‌ಗಳ ಬದಲಾವಣೆ, ಕೊಳವೆಮಾರ್ಗ ಮತ್ತು ಚೆಕ್ಕರ್ ಪ್ಲೇಟ್ ಅಳವಡಿಸುವುದು ಹಾಗೂ ಎಲ್.ಎಲ್.ಆರ್. ಜಲಸಂಗ್ರಹಾಗಾರಗಳ ದುರಸ್ತಿ ಕಾಮಗಾರಿ (2ನೇ ಕರೆ) <box>877 1071 1272 1115</box>
works-cell-period: 6 ತಿಂಗಳು <box>1411 980 1476 1010</box>
works-cell-work: ಕಬಿನಿ ನೀರು ಸರಬರಾಜು ಯೋಜನೆಯ ಜಲ ಶುದ್ಧೀಕರಣಾಗಾರದಲ್ಲಿ ಸಿಬ್ಬಂದಿ ವಸತಿಗೃಹಗಳಿಗೆ ಕ್ಲೋರಿನೇಷನ್ ಉಪಕರಣ, ಕೊಳವೆ ಮಾರ್ಗ ಮತ್ತು ಪ್ಲಾಟ್‌ಫಾರ್ಮ್ ನಿರ್ಮಿಸುವುದು, ರಾಸಾಯನಿಕಗಳನ್ನು ಅಲಂ ಸಂಗ್ರಹಣಾ ತೊಟ್ಟಿಗೆ ಏತ್ತಲು ವಿದ್ಯುತ್‌ಚಾಲಿತ ಟ್ರಾಲಿ ಅಳವಡಿಸುವ ಕಾಮಗಾರಿ.(2ನೇ ಕರೆ) <box>877 1163 1272 1206</box>
works-col-header: ಇ.ಎಂ.ಡಿ (ರೂ.ಗಳಲ್ಲಿ) <box>1337 757 1411 822</box>
